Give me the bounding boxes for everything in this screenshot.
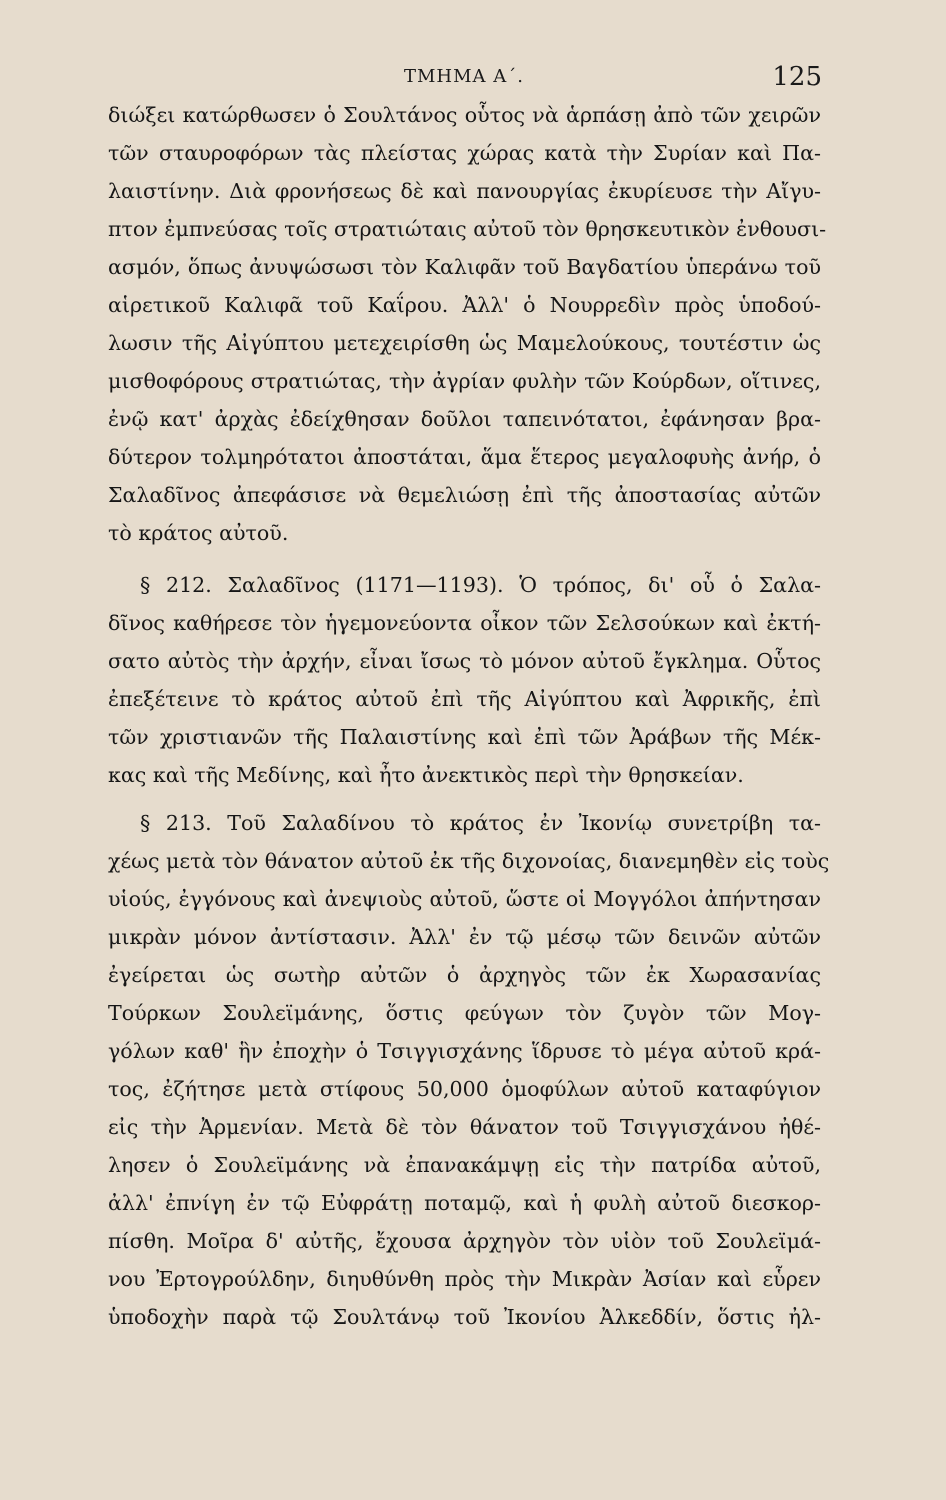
text-line: σατο αὐτὸς τὴν ἀρχήν, εἶναι ἴσως τὸ μόνον αὐτοῦ ἔγκλημα. Οὗτος (108, 649, 821, 673)
text-line: τῶν χριστιανῶν τῆς Παλαιστίνης καὶ ἐπὶ τῶν Ἀράβων τῆς Μέκ- (108, 725, 821, 749)
text-line: τος, ἐζήτησε μετὰ στίφους 50,000 ὁμοφύλων αὐτοῦ καταφύγιον (108, 1077, 821, 1101)
text-line: μισθοφόρους στρατιώτας, τὴν ἀγρίαν φυλὴν τῶν Κούρδων, οἵτινες, (108, 369, 821, 393)
text-line: αἱρετικοῦ Καλιφᾶ τοῦ Καΐρου. Ἀλλ' ὁ Νουρρεδὶν πρὸς ὑποδού- (108, 293, 821, 317)
text-line: διώξει κατώρθωσεν ὁ Σουλτάνος οὗτος νὰ ἁρπάσῃ ἀπὸ τῶν χειρῶν (108, 103, 821, 127)
text-line: λησεν ὁ Σουλεϊμάνης νὰ ἐπανακάμψῃ εἰς τὴν πατρίδα αὐτοῦ, (108, 1153, 821, 1177)
text-line: ασμόν, ὅπως ἀνυψώσωσι τὸν Καλιφᾶν τοῦ Βαγδατίου ὑπεράνω τοῦ (108, 255, 821, 279)
text-line: ὑποδοχὴν παρὰ τῷ Σουλτάνῳ τοῦ Ἰκονίου Ἀλκεδδίν, ὅστις ἠλ- (108, 1305, 821, 1329)
text-line: Σαλαδῖνος ἀπεφάσισε νὰ θεμελιώσῃ ἐπὶ τῆς ἀποστασίας αὐτῶν (108, 483, 821, 507)
text-line: ἐπεξέτεινε τὸ κράτος αὐτοῦ ἐπὶ τῆς Αἰγύπτου καὶ Ἀφρικῆς, ἐπὶ (108, 687, 821, 711)
text-line: Τούρκων Σουλεϊμάνης, ὅστις φεύγων τὸν ζυγὸν τῶν Μογ- (108, 1001, 821, 1025)
text-line: λαιστίνην. Διὰ φρονήσεως δὲ καὶ πανουργίας ἐκυρίευσε τὴν Αἴγυ- (108, 179, 821, 203)
text-line: λωσιν τῆς Αἰγύπτου μετεχειρίσθη ὡς Μαμελούκους, τουτέστιν ὡς (108, 331, 821, 355)
text-line: χέως μετὰ τὸν θάνατον αὐτοῦ ἐκ τῆς διχονοίας, διανεμηθὲν εἰς τοὺς (108, 849, 830, 873)
section-heading-213: § 213. Τοῦ Σαλαδίνου τὸ κράτος ἐν Ἰκονίῳ συνετρίβη τα- (140, 811, 821, 835)
text-line: ἀλλ' ἐπνίγη ἐν τῷ Εὐφράτῃ ποταμῷ, καὶ ἡ φυλὴ αὐτοῦ διεσκορ- (108, 1191, 821, 1215)
text-line: ἐνῷ κατ' ἀρχὰς ἐδείχθησαν δοῦλοι ταπεινότατοι, ἐφάνησαν βρα- (108, 407, 821, 431)
section-heading-212: § 212. Σαλαδῖνος (1171—1193). Ὁ τρόπος, δι' οὗ ὁ Σαλα- (140, 573, 821, 597)
text-line: πίσθη. Μοῖρα δ' αὐτῆς, ἔχουσα ἀρχηγὸν τὸν υἱὸν τοῦ Σουλεϊμά- (108, 1229, 821, 1253)
text-line: πτον ἐμπνεύσας τοῖς στρατιώταις αὐτοῦ τὸν θρησκευτικὸν ἐνθουσι- (108, 217, 827, 241)
text-line: τῶν σταυροφόρων τὰς πλείστας χώρας κατὰ τὴν Συρίαν καὶ Πα- (108, 141, 821, 165)
text-line: υἱούς, ἐγγόνους καὶ ἀνεψιοὺς αὐτοῦ, ὥστε οἱ Μογγόλοι ἀπήντησαν (108, 887, 821, 911)
text-line: τὸ κράτος αὐτοῦ. (108, 521, 289, 545)
text-line: ἐγείρεται ὡς σωτὴρ αὐτῶν ὁ ἀρχηγὸς τῶν ἐκ Χωρασανίας (108, 963, 821, 987)
text-line: μικρὰν μόνον ἀντίστασιν. Ἀλλ' ἐν τῷ μέσῳ τῶν δεινῶν αὐτῶν (108, 925, 821, 949)
text-line: εἰς τὴν Ἀρμενίαν. Μετὰ δὲ τὸν θάνατον τοῦ Τσιγγισχάνου ἠθέ- (108, 1115, 821, 1139)
text-line: γόλων καθ' ἣν ἐποχὴν ὁ Τσιγγισχάνης ἵδρυσε τὸ μέγα αὐτοῦ κρά- (108, 1039, 821, 1063)
text-line: δῖνος καθήρεσε τὸν ἡγεμονεύοντα οἶκον τῶν Σελσούκων καὶ ἐκτή- (108, 611, 821, 635)
page-number: 125 (772, 62, 822, 92)
text-line: κας καὶ τῆς Μεδίνης, καὶ ἦτο ἀνεκτικὸς περὶ τὴν θρησκείαν. (108, 763, 744, 787)
running-head: ΤΜΗΜΑ Α΄. (403, 66, 524, 87)
text-line: νου Ἐρτογρούλδην, διηυθύνθη πρὸς τὴν Μικρὰν Ἀσίαν καὶ εὗρεν (108, 1267, 821, 1291)
text-line: δύτερον τολμηρότατοι ἀποστάται, ἅμα ἕτερος μεγαλοφυὴς ἀνήρ, ὁ (108, 445, 821, 469)
